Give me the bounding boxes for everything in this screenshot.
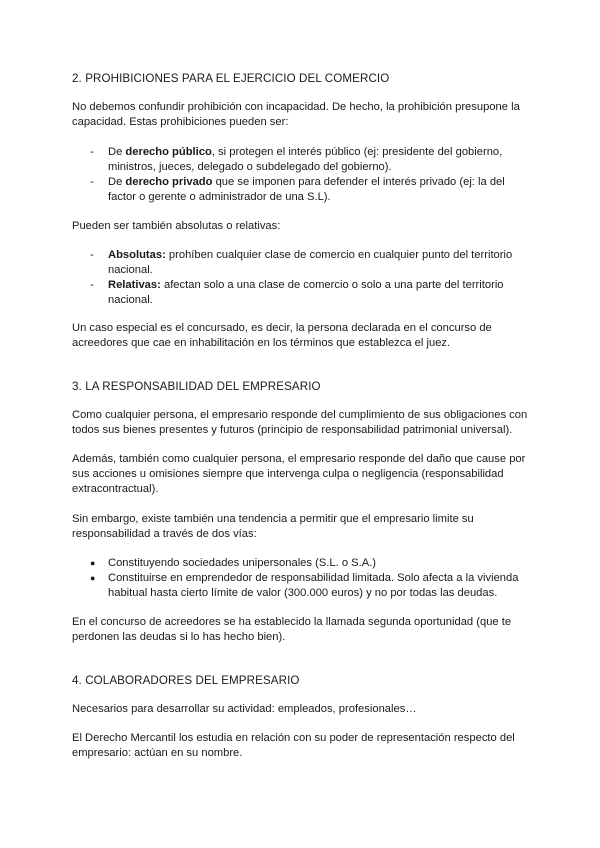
section-2-middle: Pueden ser también absolutas o relativas:: [72, 220, 281, 232]
bullet-marker: ●: [90, 573, 96, 583]
section-3-paragraph-2: Además, también como cualquier persona, el empresario responde del daño que cause por sus acciones u omisiones siempre que intervenga culpa o negligencia (responsabilidad extracontractual).: [72, 453, 526, 495]
absolute-relative-list: [88, 248, 528, 308]
dash-marker: -: [90, 279, 94, 291]
section-3-heading: 3. LA RESPONSABILIDAD DEL EMPRESARIO: [72, 380, 321, 393]
list-item: - Relativas: afectan solo a una clase de comercio o solo a una parte del territorio nacional.: [90, 279, 504, 306]
term-derecho-privado: derecho privado: [125, 176, 213, 188]
term-derecho-publico: derecho público: [125, 146, 212, 158]
term-absolutas: Absolutas:: [108, 249, 166, 261]
list-item: ● Constituirse en emprendedor de responsabilidad limitada. Solo afecta a la vivienda habitual hasta cierto límite de valor (300.000 euros) y no por todas las deudas.: [90, 572, 519, 599]
section-4-paragraph-2: El Derecho Mercantil los estudia en relación con su poder de representación respecto del empresario: actúan en su nombre.: [72, 732, 515, 759]
section-3-paragraph-1: Como cualquier persona, el empresario responde del cumplimiento de sus obligaciones con todos sus bienes presentes y futuros (principio de responsabilidad patrimonial universal).: [72, 409, 528, 436]
dash-marker: -: [90, 146, 94, 158]
section-4-paragraph-1: Necesarios para desarrollar su actividad: empleados, profesionales…: [72, 703, 417, 715]
section-3-paragraph-4: En el concurso de acreedores se ha establecido la llamada segunda oportunidad (que te perdonen las deudas si lo has hecho bien).: [72, 616, 512, 643]
section-2-heading: 2. PROHIBICIONES PARA EL EJERCICIO DEL COMERCIO: [72, 72, 390, 85]
term-relativas: Relativas:: [108, 279, 161, 291]
liability-ways-list: [88, 556, 528, 601]
list-item: - De derecho privado que se imponen para defender el interés privado (ej: la del factor o gerente o administrador de una S.L).: [90, 176, 505, 203]
list-item: - De derecho público, si protegen el interés público (ej: presidente del gobierno, ministros, jueces, delegado o subdelegado del gobierno).: [90, 146, 503, 173]
list-item: ● Constituyendo sociedades unipersonales (S.L. o S.A.): [90, 557, 377, 569]
list-item: - Absolutas: prohíben cualquier clase de comercio en cualquier punto del territorio nacional.: [90, 249, 513, 276]
dash-marker: -: [90, 249, 94, 261]
bullet-marker: ●: [90, 558, 96, 568]
section-4-heading: 4. COLABORADORES DEL EMPRESARIO: [72, 674, 300, 687]
public-private-list: [88, 145, 528, 205]
section-3-paragraph-3: Sin embargo, existe también una tendencia a permitir que el empresario limite su responsabilidad a través de dos vías:: [72, 513, 474, 540]
section-2-intro: No debemos confundir prohibición con incapacidad. De hecho, la prohibición presupone la capacidad. Estas prohibiciones pueden ser:: [72, 101, 520, 128]
section-2-closing: Un caso especial es el concursado, es decir, la persona declarada en el concurso de acreedores que cae en inhabilitación en los términos que establezca el juez.: [72, 322, 492, 349]
dash-marker: -: [90, 176, 94, 188]
